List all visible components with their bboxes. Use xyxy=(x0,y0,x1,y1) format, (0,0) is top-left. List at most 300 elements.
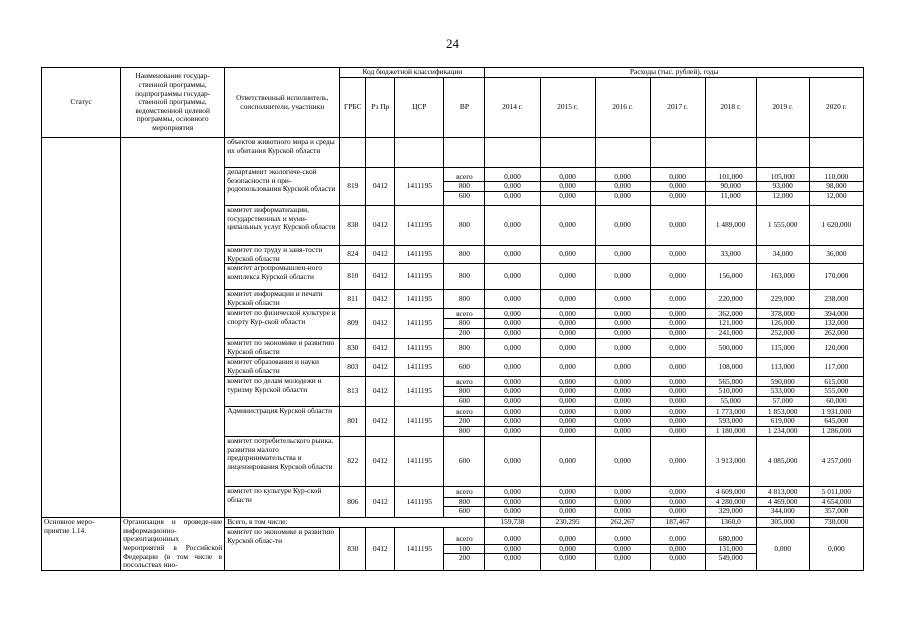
value-cell-line: 57,000 xyxy=(772,395,793,405)
value-cell xyxy=(809,339,863,358)
header-status: Статус xyxy=(42,68,121,138)
vr-cell-line: 800 xyxy=(444,182,484,192)
vr-cell-line: всего xyxy=(444,310,484,320)
value-cell-line: 4 469,000 xyxy=(757,498,809,508)
value-cell xyxy=(485,339,540,358)
value-cell xyxy=(540,290,595,309)
value-cell-line: 1 853,000 xyxy=(757,408,809,418)
value-cell-line: 90,000 xyxy=(706,182,756,192)
value-cell-line: 0,000 xyxy=(596,488,650,498)
value-cell-line: 0,000 xyxy=(504,249,521,259)
grbs-cell: 811 xyxy=(340,290,366,309)
grbs-cell: 824 xyxy=(340,246,366,264)
value-cell-line: 0,000 xyxy=(504,293,521,303)
value-cell xyxy=(809,377,863,407)
executor-cell: комитет по культуре Кур-ской области xyxy=(225,487,340,518)
value-cell-line: 0,000 xyxy=(651,310,705,320)
value-cell xyxy=(809,206,863,246)
grbs-cell: 819 xyxy=(340,168,366,206)
rzpr-cell: 0412 xyxy=(366,377,395,407)
value-cell xyxy=(595,246,650,264)
value-cell-line: 0,000 xyxy=(669,506,686,516)
vr-cell-line: всего xyxy=(444,408,484,418)
value-cell-line: 0,000 xyxy=(614,553,631,563)
value-cell-line: 0,000 xyxy=(504,220,521,230)
value-cell-line: 132,000 xyxy=(810,319,863,329)
value-cell xyxy=(485,264,540,290)
value-cell xyxy=(809,358,863,377)
value-cell xyxy=(485,407,540,437)
value-cell-line: 593,000 xyxy=(706,417,756,427)
value-cell xyxy=(650,264,705,290)
grbs-cell: 801 xyxy=(340,407,366,437)
measure-total-value: 230,295 xyxy=(540,518,595,528)
value-cell-line: 329,000 xyxy=(718,506,743,516)
value-cell-line: 3 913,000 xyxy=(715,456,746,466)
vr-cell xyxy=(444,290,485,309)
value-cell xyxy=(595,309,650,339)
vr-cell-line: 200 xyxy=(458,327,470,337)
value-cell-line: 113,000 xyxy=(770,361,795,371)
value-cell xyxy=(540,377,595,407)
value-cell-line: 0,000 xyxy=(669,249,686,259)
value-cell-line: 0,000 xyxy=(614,506,631,516)
value-cell-line: 131,000 xyxy=(706,545,756,555)
table-row-measure-total xyxy=(42,518,864,528)
value-cell xyxy=(809,246,863,264)
value-cell xyxy=(595,138,650,168)
vr-cell-line: всего xyxy=(444,488,484,498)
value-cell-line: 4 609,000 xyxy=(706,488,756,498)
csr-cell: 1411195 xyxy=(395,358,444,377)
value-cell-line: 0,000 xyxy=(651,319,705,329)
value-cell-line: 0,000 xyxy=(651,498,705,508)
value-cell-line: 590,000 xyxy=(757,378,809,388)
executor-cell: комитет потребительского рынка, развития малого предпринимательства и лицензирования Курской области xyxy=(225,437,340,487)
value-cell-line: 115,000 xyxy=(770,342,795,352)
vr-cell-line: 800 xyxy=(458,249,470,259)
value-cell-line: 0,000 xyxy=(614,361,631,371)
value-cell-line: 0,000 xyxy=(541,182,595,192)
value-cell-line: 238,000 xyxy=(824,293,849,303)
value-cell xyxy=(705,377,756,407)
value-cell-line: 34,000 xyxy=(772,249,793,259)
value-cell xyxy=(809,168,863,206)
value-cell-line: 252,000 xyxy=(770,327,795,337)
value-cell xyxy=(485,437,540,487)
vr-cell xyxy=(444,407,485,437)
value-cell-line: 0,000 xyxy=(559,553,576,563)
value-cell-line: 0,000 xyxy=(485,182,539,192)
value-cell-line: 101,000 xyxy=(706,173,756,183)
value-cell xyxy=(756,528,809,570)
header-year: 2016 г. xyxy=(595,78,650,138)
value-cell xyxy=(650,407,705,437)
rzpr-cell: 0412 xyxy=(366,168,395,206)
grbs-cell xyxy=(340,138,366,168)
value-cell-line: 4 280,000 xyxy=(706,498,756,508)
rzpr-cell: 0412 xyxy=(366,528,395,570)
value-cell-line: 0,000 xyxy=(669,456,686,466)
vr-cell-line: 600 xyxy=(458,395,470,405)
value-cell-line: 0,000 xyxy=(596,408,650,418)
value-cell xyxy=(595,168,650,206)
value-cell xyxy=(650,206,705,246)
value-cell xyxy=(485,138,540,168)
value-cell-line: 229,000 xyxy=(770,293,795,303)
value-cell-line: 0,000 xyxy=(651,417,705,427)
value-cell-line: 98,000 xyxy=(810,182,863,192)
value-cell xyxy=(485,246,540,264)
value-cell-line: 0,000 xyxy=(651,535,705,545)
value-cell xyxy=(705,206,756,246)
value-cell xyxy=(540,206,595,246)
value-cell xyxy=(705,290,756,309)
value-cell xyxy=(705,168,756,206)
value-cell-line: 500,000 xyxy=(718,342,743,352)
vr-cell-line: всего xyxy=(444,535,484,545)
value-cell xyxy=(540,138,595,168)
value-cell xyxy=(705,138,756,168)
value-cell-line: 0,000 xyxy=(669,425,686,435)
value-cell-line: 4 654,000 xyxy=(810,498,863,508)
value-cell xyxy=(756,487,809,518)
vr-cell-line: всего xyxy=(444,378,484,388)
vr-cell xyxy=(444,206,485,246)
value-cell xyxy=(809,437,863,487)
value-cell xyxy=(540,528,595,570)
value-cell-line: 0,000 xyxy=(541,173,595,183)
value-cell xyxy=(650,487,705,518)
value-cell-line: 0,000 xyxy=(541,378,595,388)
rzpr-cell: 0412 xyxy=(366,487,395,518)
value-cell-line: 0,000 xyxy=(651,408,705,418)
csr-cell xyxy=(395,138,444,168)
value-cell-line: 0,000 xyxy=(541,545,595,555)
value-cell-line: 1 773,000 xyxy=(706,408,756,418)
value-cell-line: 0,000 xyxy=(614,342,631,352)
value-cell-line: 357,000 xyxy=(824,506,849,516)
csr-cell: 1411195 xyxy=(395,437,444,487)
measure-status: Основное меро-приятие 1.14. xyxy=(42,518,121,571)
value-cell-line: 0,000 xyxy=(596,319,650,329)
value-cell-line: 0,000 xyxy=(559,395,576,405)
value-cell-line: 0,000 xyxy=(596,545,650,555)
vr-cell xyxy=(444,377,485,407)
value-cell-line: 0,000 xyxy=(485,378,539,388)
value-cell-line: 533,000 xyxy=(757,387,809,397)
measure-total-value: 187,467 xyxy=(650,518,705,528)
value-cell-line: 0,000 xyxy=(669,327,686,337)
value-cell-line: 4 813,000 xyxy=(757,488,809,498)
executor-cell: комитет по делам молодежи и туризму Курской области xyxy=(225,377,340,407)
value-cell xyxy=(485,528,540,570)
header-year: 2020 г. xyxy=(809,78,863,138)
value-cell-line: 0,000 xyxy=(596,173,650,183)
grbs-cell: 809 xyxy=(340,309,366,339)
value-cell-line: 0,000 xyxy=(504,425,521,435)
value-cell-line: 0,000 xyxy=(485,387,539,397)
header-executor: Ответственный исполнитель, соисполнители, участники xyxy=(225,68,340,138)
value-cell-line: 0,000 xyxy=(596,378,650,388)
value-cell-line: 1 489,000 xyxy=(715,220,746,230)
value-cell xyxy=(485,206,540,246)
header-year: 2018 г. xyxy=(705,78,756,138)
value-cell-line: 241,000 xyxy=(718,327,743,337)
value-cell-line: 33,000 xyxy=(720,249,741,259)
value-cell xyxy=(540,246,595,264)
value-cell-line: 0,000 xyxy=(485,488,539,498)
value-cell xyxy=(756,377,809,407)
value-cell-line: 0,000 xyxy=(541,498,595,508)
value-cell xyxy=(756,358,809,377)
measure-total-value: 159,738 xyxy=(485,518,540,528)
value-cell-line: 0,000 xyxy=(541,387,595,397)
value-cell-line: 110,000 xyxy=(810,173,863,183)
value-cell-line: 120,000 xyxy=(824,342,849,352)
value-cell-line: 615,000 xyxy=(810,378,863,388)
value-cell-line: 0,000 xyxy=(541,417,595,427)
value-cell xyxy=(809,138,863,168)
vr-cell xyxy=(444,437,485,487)
value-cell xyxy=(540,358,595,377)
csr-cell: 1411195 xyxy=(395,528,444,570)
value-cell xyxy=(705,309,756,339)
rzpr-cell: 0412 xyxy=(366,309,395,339)
value-cell-line: 0,000 xyxy=(596,387,650,397)
value-cell xyxy=(595,358,650,377)
table-row xyxy=(42,138,864,168)
value-cell-line: 126,000 xyxy=(757,319,809,329)
budget-table xyxy=(41,67,864,571)
csr-cell: 1411195 xyxy=(395,339,444,358)
executor-cell: комитет по экономике и развитию Курской области xyxy=(225,339,340,358)
value-cell xyxy=(756,246,809,264)
value-cell xyxy=(756,168,809,206)
header-year: 2019 г. xyxy=(756,78,809,138)
vr-cell xyxy=(444,358,485,377)
header-name: Наименование государ-ственной программы, подпрограммы государ-ственной программы, ведомственной целевой программы, основного мероприятия xyxy=(121,68,225,138)
value-cell-line: 0,000 xyxy=(559,190,576,200)
value-cell-line: 394,000 xyxy=(810,310,863,320)
value-cell xyxy=(595,339,650,358)
vr-cell-line: 600 xyxy=(458,190,470,200)
executor-cell: комитет информатизации, государственных и муни-ципальных услуг Курской области xyxy=(225,206,340,246)
grbs-cell: 810 xyxy=(340,264,366,290)
value-cell-line: 680,000 xyxy=(706,535,756,545)
value-cell xyxy=(650,138,705,168)
value-cell-line: 0,000 xyxy=(541,310,595,320)
value-cell-line: 0,000 xyxy=(559,327,576,337)
status-cell-empty xyxy=(42,138,121,518)
value-cell xyxy=(650,377,705,407)
value-cell-line: 0,000 xyxy=(651,173,705,183)
value-cell-line: 1 234,000 xyxy=(767,425,798,435)
header-rzpr: Рз Пр xyxy=(366,78,395,138)
value-cell-line: 0,000 xyxy=(504,190,521,200)
value-cell xyxy=(756,339,809,358)
value-cell-line: 1 620,000 xyxy=(821,220,852,230)
vr-cell xyxy=(444,528,485,570)
name-cell-empty xyxy=(121,138,225,518)
vr-cell xyxy=(444,246,485,264)
value-cell-line: 0,000 xyxy=(596,417,650,427)
value-cell-line: 0,000 xyxy=(504,361,521,371)
value-cell-line: 12,000 xyxy=(826,190,847,200)
value-cell-line: 0,000 xyxy=(559,456,576,466)
header-expenses: Расходы (тыс. рублей), годы xyxy=(485,68,864,78)
value-cell xyxy=(650,437,705,487)
value-cell-line: 11,000 xyxy=(720,190,741,200)
value-cell-line: 0,000 xyxy=(651,545,705,555)
executor-cell: комитет образования и науки Курской области xyxy=(225,358,340,377)
value-cell xyxy=(595,290,650,309)
value-cell-line: 0,000 xyxy=(541,319,595,329)
value-cell xyxy=(485,290,540,309)
value-cell-line: 0,000 xyxy=(614,271,631,281)
value-cell xyxy=(595,264,650,290)
value-cell-line: 0,000 xyxy=(651,488,705,498)
grbs-cell: 813 xyxy=(340,377,366,407)
vr-cell-line: 600 xyxy=(458,361,470,371)
grbs-cell: 830 xyxy=(340,339,366,358)
value-cell-line: 0,000 xyxy=(485,417,539,427)
value-cell-line: 555,000 xyxy=(810,387,863,397)
value-cell xyxy=(650,358,705,377)
value-cell xyxy=(595,407,650,437)
header-year: 2014 г. xyxy=(485,78,540,138)
value-cell-line: 0,000 xyxy=(596,182,650,192)
value-cell xyxy=(809,528,863,570)
value-cell-line: 565,000 xyxy=(706,378,756,388)
value-cell-line: 0,000 xyxy=(559,506,576,516)
value-cell-line: 0,000 xyxy=(559,361,576,371)
value-cell-line: 1 180,000 xyxy=(715,425,746,435)
value-cell-line: 0,000 xyxy=(485,498,539,508)
measure-total-value: 1360,0 xyxy=(705,518,756,528)
value-cell xyxy=(809,309,863,339)
value-cell-line: 0,000 xyxy=(485,535,539,545)
executor-cell: Администрация Курской области xyxy=(225,407,340,437)
vr-cell-line: всего xyxy=(444,173,484,183)
value-cell-line: 0,000 xyxy=(614,425,631,435)
value-cell xyxy=(650,528,705,570)
vr-cell-line: 200 xyxy=(444,417,484,427)
value-cell xyxy=(485,168,540,206)
rzpr-cell: 0412 xyxy=(366,339,395,358)
value-cell-line: 0,000 xyxy=(541,535,595,545)
value-cell-line: 0,000 xyxy=(614,327,631,337)
value-cell-line: 362,000 xyxy=(706,310,756,320)
value-cell xyxy=(756,264,809,290)
value-cell xyxy=(595,528,650,570)
value-cell-line: 0,000 xyxy=(651,182,705,192)
value-cell xyxy=(705,437,756,487)
value-cell-line: 220,000 xyxy=(718,293,743,303)
value-cell xyxy=(756,138,809,168)
value-cell xyxy=(595,206,650,246)
value-cell-line: 0,000 xyxy=(614,190,631,200)
measure-total-value: 262,267 xyxy=(595,518,650,528)
value-cell-line: 4 085,000 xyxy=(767,456,798,466)
grbs-cell: 822 xyxy=(340,437,366,487)
grbs-cell: 830 xyxy=(340,528,366,570)
csr-cell: 1411195 xyxy=(395,264,444,290)
value-cell-line: 549,000 xyxy=(718,553,743,563)
rzpr-cell: 0412 xyxy=(366,246,395,264)
vr-cell-line: 200 xyxy=(458,553,470,563)
vr-cell xyxy=(444,487,485,518)
value-cell xyxy=(540,407,595,437)
value-cell-line: 0,000 xyxy=(485,173,539,183)
executor-cell: департамент экологиче-ской безопасности и при-родопользования Курской области xyxy=(225,168,340,206)
value-cell xyxy=(595,487,650,518)
value-cell-line: 0,000 xyxy=(651,387,705,397)
value-cell-line: 0,000 xyxy=(669,361,686,371)
header-csr: ЦСР xyxy=(395,78,444,138)
value-cell xyxy=(540,264,595,290)
vr-cell-line: 600 xyxy=(458,456,470,466)
rzpr-cell xyxy=(366,138,395,168)
rzpr-cell: 0412 xyxy=(366,358,395,377)
csr-cell: 1411195 xyxy=(395,290,444,309)
value-cell-line: 0,000 xyxy=(669,271,686,281)
value-cell xyxy=(705,339,756,358)
value-cell-line: 163,000 xyxy=(770,271,795,281)
value-cell xyxy=(705,246,756,264)
value-cell xyxy=(540,339,595,358)
value-cell-line: 0,000 xyxy=(559,220,576,230)
value-cell xyxy=(540,168,595,206)
measure-total-value: 305,000 xyxy=(756,518,809,528)
value-cell xyxy=(485,358,540,377)
value-cell-line: 108,000 xyxy=(718,361,743,371)
value-cell xyxy=(756,437,809,487)
vr-cell-line: 800 xyxy=(444,498,484,508)
executor-cell: комитет агропромышлен-ного комплекса Курской области xyxy=(225,264,340,290)
vr-cell xyxy=(444,138,485,168)
csr-cell: 1411195 xyxy=(395,168,444,206)
value-cell-line: 0,000 xyxy=(614,456,631,466)
value-cell-line: 0,000 xyxy=(504,395,521,405)
value-cell-line: 121,000 xyxy=(706,319,756,329)
value-cell xyxy=(540,487,595,518)
value-cell xyxy=(540,309,595,339)
value-cell-line: 0,000 xyxy=(485,545,539,555)
value-cell-line: 378,000 xyxy=(757,310,809,320)
vr-cell xyxy=(444,339,485,358)
value-cell-line: 55,000 xyxy=(720,395,741,405)
value-cell xyxy=(705,358,756,377)
value-cell-line: 4 257,000 xyxy=(821,456,852,466)
value-cell-line: 12,000 xyxy=(772,190,793,200)
value-cell-line: 0,000 xyxy=(651,378,705,388)
value-cell-line: 0,000 xyxy=(596,498,650,508)
value-cell-line: 0,000 xyxy=(559,342,576,352)
vr-cell xyxy=(444,264,485,290)
vr-cell-line: 800 xyxy=(458,271,470,281)
value-cell-line: 0,000 xyxy=(559,249,576,259)
value-cell-line: 0,000 xyxy=(504,342,521,352)
value-cell xyxy=(650,309,705,339)
value-cell-line: 0,000 xyxy=(614,249,631,259)
csr-cell: 1411195 xyxy=(395,407,444,437)
measure-name: Организация и проведе-ние информационно-презентационных мероприятий в Российской Федерации (в том числе в посольствах ино- xyxy=(121,518,225,571)
value-cell-line: 262,000 xyxy=(824,327,849,337)
value-cell-line: 1 931,000 xyxy=(810,408,863,418)
value-cell xyxy=(705,407,756,437)
value-cell-line: 0,000 xyxy=(541,488,595,498)
